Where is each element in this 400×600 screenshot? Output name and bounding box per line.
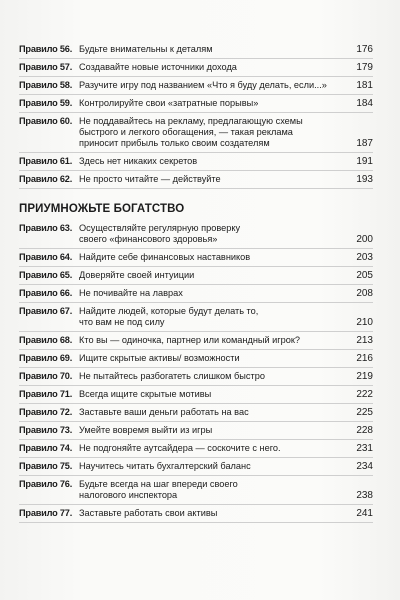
toc-entry <box>19 41 373 59</box>
toc-entry <box>19 249 373 267</box>
rule-title: Будьте внимательны к деталям <box>79 44 213 54</box>
rule-number: Правило 72. <box>19 407 73 417</box>
rule-number: Правило 58. <box>19 80 73 90</box>
toc-entry <box>19 386 373 404</box>
rule-number: Правило 74. <box>19 443 73 453</box>
toc-entry <box>19 113 373 153</box>
toc-entry <box>19 171 373 189</box>
page-number: 181 <box>356 80 373 91</box>
page-number: 222 <box>356 389 373 400</box>
toc-entry <box>19 505 373 523</box>
rule-title: Умейте вовремя выйти из игры <box>79 425 213 435</box>
toc-entry <box>19 95 373 113</box>
page-number: 238 <box>356 490 373 501</box>
toc-entry <box>19 422 373 440</box>
page-number: 191 <box>356 156 373 167</box>
rule-number: Правило 73. <box>19 425 73 435</box>
rule-number: Правило 64. <box>19 252 73 262</box>
rule-title: Кто вы — одиночка, партнер или командный игрок? <box>79 335 301 345</box>
rule-number: Правило 66. <box>19 288 73 298</box>
page-number: 203 <box>356 252 373 263</box>
toc-entry <box>19 368 373 386</box>
rule-number: Правило 67. <box>19 306 73 316</box>
toc-list-bottom <box>19 220 373 523</box>
rule-number: Правило 60. <box>19 116 73 126</box>
rule-title: Контролируйте свои «затратные порывы» <box>79 98 259 108</box>
rule-title: Здесь нет никаких секретов <box>79 156 198 166</box>
rule-title: Ищите скрытые активы/ возможности <box>79 353 240 363</box>
rule-title: Доверяйте своей интуиции <box>79 270 195 280</box>
rule-title: Всегда ищите скрытые мотивы <box>79 389 212 399</box>
rule-number: Правило 65. <box>19 270 73 280</box>
section-heading: ПРИУМНОЖЬТЕ БОГАТСТВО <box>19 203 185 215</box>
toc-list-top <box>19 41 373 189</box>
page-number: 176 <box>356 44 373 55</box>
rule-title: Не поддавайтесь на рекламу, предлагающую схемы быстрого и легкого обогащения, — такая реклама приносит прибыль только своим создателям <box>79 116 303 148</box>
rule-title: Не пытайтесь разбогатеть слишком быстро <box>79 371 265 381</box>
toc-entry <box>19 77 373 95</box>
rule-title: Найдите себе финансовых наставников <box>79 252 251 262</box>
rule-title: Заставьте работать свои активы <box>79 508 218 518</box>
rule-title: Не подгоняйте аутсайдера — соскочите с него. <box>79 443 281 453</box>
toc-entry <box>19 267 373 285</box>
rule-title: Разучите игру под названием «Что я буду делать, если...» <box>79 80 327 90</box>
rule-number: Правило 75. <box>19 461 73 471</box>
page-number: 193 <box>356 174 373 185</box>
rule-number: Правило 71. <box>19 389 73 399</box>
toc-entry <box>19 332 373 350</box>
page-number: 219 <box>356 371 373 382</box>
rule-title: Научитесь читать бухгалтерский баланс <box>79 461 251 471</box>
rule-title: Заставьте ваши деньги работать на вас <box>79 407 249 417</box>
page-number: 228 <box>356 425 373 436</box>
toc-entry <box>19 59 373 77</box>
rule-title: Не просто читайте — действуйте <box>79 174 221 184</box>
page-number: 179 <box>356 62 373 73</box>
toc-entry <box>19 350 373 368</box>
toc-entry <box>19 285 373 303</box>
rule-number: Правило 59. <box>19 98 73 108</box>
rule-title: Создавайте новые источники дохода <box>79 62 237 72</box>
toc-entry <box>19 220 373 249</box>
rule-title: Найдите людей, которые будут делать то, что вам не под силу <box>79 306 259 327</box>
rule-number: Правило 77. <box>19 508 73 518</box>
toc-entry <box>19 303 373 332</box>
page-number: 208 <box>356 288 373 299</box>
rule-number: Правило 68. <box>19 335 73 345</box>
rule-number: Правило 61. <box>19 156 73 166</box>
page-number: 241 <box>356 508 373 519</box>
page-number: 187 <box>356 138 373 149</box>
page-number: 200 <box>356 234 373 245</box>
rule-title: Не почивайте на лаврах <box>79 288 183 298</box>
page-number: 216 <box>356 353 373 364</box>
page-number: 231 <box>356 443 373 454</box>
rule-title: Осуществляйте регулярную проверку своего «финансового здоровья» <box>79 223 241 244</box>
rule-number: Правило 57. <box>19 62 73 72</box>
rule-number: Правило 70. <box>19 371 73 381</box>
rule-number: Правило 63. <box>19 223 73 233</box>
page-number: 213 <box>356 335 373 346</box>
page-number: 205 <box>356 270 373 281</box>
page-number: 210 <box>356 317 373 328</box>
page-number: 184 <box>356 98 373 109</box>
rule-title: Будьте всегда на шаг впереди своего налогового инспектора <box>79 479 238 500</box>
page-number: 225 <box>356 407 373 418</box>
page-number: 234 <box>356 461 373 472</box>
toc-entry <box>19 476 373 505</box>
toc-entry <box>19 440 373 458</box>
toc-entry <box>19 153 373 171</box>
rule-number: Правило 69. <box>19 353 73 363</box>
toc-entry <box>19 458 373 476</box>
toc-entry <box>19 404 373 422</box>
rule-number: Правило 56. <box>19 44 73 54</box>
rule-number: Правило 62. <box>19 174 73 184</box>
rule-number: Правило 76. <box>19 479 73 489</box>
